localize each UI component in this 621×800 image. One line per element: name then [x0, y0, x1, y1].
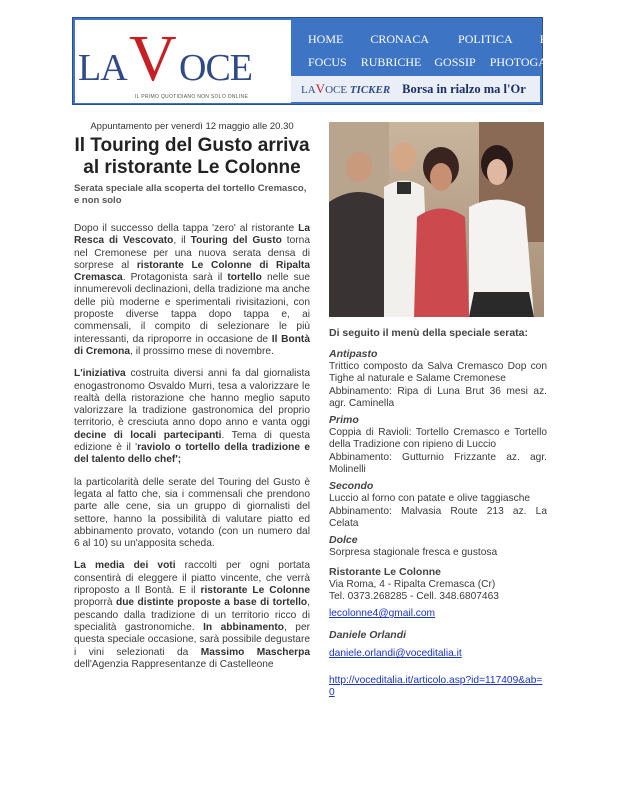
- author-email-link[interactable]: daniele.orlandi@voceditalia.it: [329, 648, 462, 660]
- p4-bold-e: due distinte proposte a base di tortello: [115, 597, 308, 609]
- course-primo-dish: [329, 427, 547, 476]
- p1-text-k: , il prossimo mese di novembre.: [130, 345, 274, 357]
- nav-focus[interactable]: FOCUS: [308, 54, 347, 69]
- p2-text-b: costruita diversi anni fa dal giornalista enogastronomo Osvaldo Murri, tesa a valorizzare le realtà della ristorazione che hanno meglio saputo valorizzare la tradizione gastronomica del proprio territorio, è cresciuta anno dopo anno e vanta oggi: [74, 368, 310, 429]
- p1-text-i: nelle sue innumerevoli declinazioni, della tradizione ma anche delle più moderne e sperimentali rivisitazioni, con proposte diverse tappa dopo tappa e, ai commensali, il compito di selezionare le più interessanti, da riproporre in occasione de: [74, 272, 310, 345]
- p1-text-e: torna nel Cremonese per una nuova serata densa di sorprese al: [74, 235, 310, 271]
- secondo-wine-text: Abbinamento: Malvasia Route 213 az. La Celata: [329, 505, 547, 529]
- p4-bold-c: ristorante Le Colonne: [200, 585, 310, 597]
- course-secondo-dish: [329, 493, 547, 530]
- p4-bold-g: In abbinamento: [203, 621, 284, 633]
- nav-rubriche[interactable]: RUBRICHE: [360, 54, 422, 69]
- paragraph-1: [74, 223, 310, 358]
- p2-bold-a: L'iniziativa: [74, 368, 126, 380]
- nav-gossip[interactable]: GOSSIP: [434, 54, 476, 69]
- nav-esteri[interactable]: ESTE: [539, 31, 569, 46]
- course-primo-label: Primo: [329, 414, 359, 427]
- author-name: Daniele Orlandi: [329, 629, 407, 642]
- p4-text-d: proporrà: [74, 597, 116, 609]
- p2-bold-e: raviolo o tortello della tradizione e del talento dello chef: [74, 442, 310, 466]
- primo-wine-text: Abbinamento: Gutturnio Frizzante az. agr. Molinelli: [329, 451, 547, 476]
- restaurant-email-link[interactable]: lecolonne4@gmail.com: [329, 608, 436, 620]
- p1-text-c: , il: [173, 235, 191, 247]
- ticker-logo-ticker: TICKER: [349, 84, 391, 96]
- p4-text-j: dell'Agenzia Rappresentanze di Castelleone: [74, 658, 274, 670]
- p1-bold-h: tortello: [227, 272, 262, 284]
- nav-cronaca[interactable]: CRONACA: [370, 31, 430, 46]
- p1-bold-b: La Resca di Vescovato: [74, 223, 310, 247]
- p2-text-d: . Tema di questa edizione è il ': [74, 429, 310, 454]
- paragraph-3: la particolarità delle serate del Touring del Gusto è legata al fatto che, sia i commensali che prendono parte alle cene, sia un gruppo di giornalisti del settore, hanno la possibilità di valutare piatto ed abbinamento provato, votando (con un numero dal 6 al 10) su un'apposita scheda.: [74, 476, 310, 550]
- ticker-logo-oce: OCE: [325, 84, 348, 96]
- p2-bold-f: ';: [175, 454, 182, 466]
- logo-la-text: LA: [78, 47, 127, 89]
- p1-bold-j: Il Bontà di Cremona: [74, 333, 310, 357]
- ticker-logo: [301, 81, 390, 97]
- article-body: [74, 121, 310, 681]
- antipasto-wine-text: Abbinamento: Ripa di Luna Brut 36 mesi az. agr. Caminella: [329, 385, 547, 409]
- ticker-logo-la: LA: [301, 84, 316, 96]
- ticker-logo-v: V: [315, 81, 326, 96]
- p1-bold-f: ristorante Le Colonne di Ripalta Cremasca: [74, 259, 310, 284]
- logo-v-letter: V: [129, 22, 177, 95]
- nav-home[interactable]: HOME: [308, 31, 344, 46]
- course-dolce-label: Dolce: [329, 534, 358, 547]
- nav-photogallery[interactable]: PHOTOGALLERY: [489, 54, 585, 69]
- paragraph-4: [74, 560, 310, 671]
- p4-text-f: , pescando dalla tradizione di un territorio ricco di specialità gastronomiche.: [74, 597, 310, 633]
- primo-dish-text: Coppia di Ravioli: Tortello Cremasco e Tortello della Tradizione con ripieno di Luccio: [329, 427, 547, 451]
- article-subtitle: Serata speciale alla scoperta del tortello Cremasco, e non solo: [74, 183, 307, 206]
- site-logo[interactable]: [75, 20, 291, 103]
- p4-text-h: , per questa speciale occasione, sarà possibile degustare i vini selezionati da: [74, 621, 311, 658]
- main-nav: [293, 28, 569, 50]
- restaurant-name: Ristorante Le Colonne: [329, 565, 442, 578]
- menu-section: [329, 327, 547, 700]
- paragraph-2: [74, 368, 310, 466]
- logo-tagline: IL PRIMO QUOTIDIANO NON SOLO ONLINE: [135, 94, 249, 100]
- p1-text-a: Dopo il successo della tappa 'zero' al ristorante: [74, 223, 299, 234]
- restaurant-address: Via Roma, 4 - Ripalta Cremasca (Cr): [329, 578, 496, 590]
- site-header-banner: [72, 17, 585, 105]
- p4-bold-i: Massimo Mascherpa: [200, 646, 311, 658]
- article-kicker: Appuntamento per venerdì 12 maggio alle 20.30: [90, 121, 294, 132]
- news-ticker: [291, 76, 540, 102]
- menu-intro: Di seguito il menù della speciale serata:: [329, 327, 528, 339]
- nav-politica[interactable]: POLITICA: [458, 31, 513, 46]
- course-dolce-dish: Sorpresa stagionale fresca e gustosa: [329, 547, 498, 559]
- ticker-headline[interactable]: Borsa in rialzo ma l'Or: [402, 81, 526, 96]
- secondary-nav: [293, 51, 585, 73]
- course-antipasto-dish: [329, 361, 547, 410]
- article-url-link[interactable]: http://voceditalia.it/articolo.asp?id=117409&ab=0: [329, 675, 543, 699]
- group-photo-illustration: [329, 122, 544, 317]
- article-photo: [329, 122, 544, 317]
- p4-text-b: raccolti per ogni portata consentirà di eleggere il piatto vincente, che verrà riproposto a Il Bontà. E il: [74, 560, 311, 597]
- secondo-dish-text: Luccio al forno con patate e olive taggiasche: [329, 493, 531, 505]
- p1-text-g: . Protagonista sarà il: [122, 272, 228, 284]
- p1-bold-d: Touring del Gusto: [190, 235, 282, 247]
- course-antipasto-label: Antipasto: [329, 348, 378, 360]
- restaurant-phone: Tel. 0373.268285 - Cell. 348.6807463: [329, 590, 499, 602]
- course-secondo-label: Secondo: [329, 480, 374, 493]
- article-title: Il Touring del Gusto arriva al ristorante Le Colonne: [74, 135, 310, 178]
- p2-bold-c: decine di locali partecipanti: [74, 429, 222, 441]
- p4-bold-a: La media dei voti: [74, 560, 176, 572]
- logo-oce-text: OCE: [179, 47, 252, 89]
- antipasto-dish-text: Trittico composto da Salva Cremasco Dop con Tighe al naturale e Salame Cremonese: [329, 361, 547, 385]
